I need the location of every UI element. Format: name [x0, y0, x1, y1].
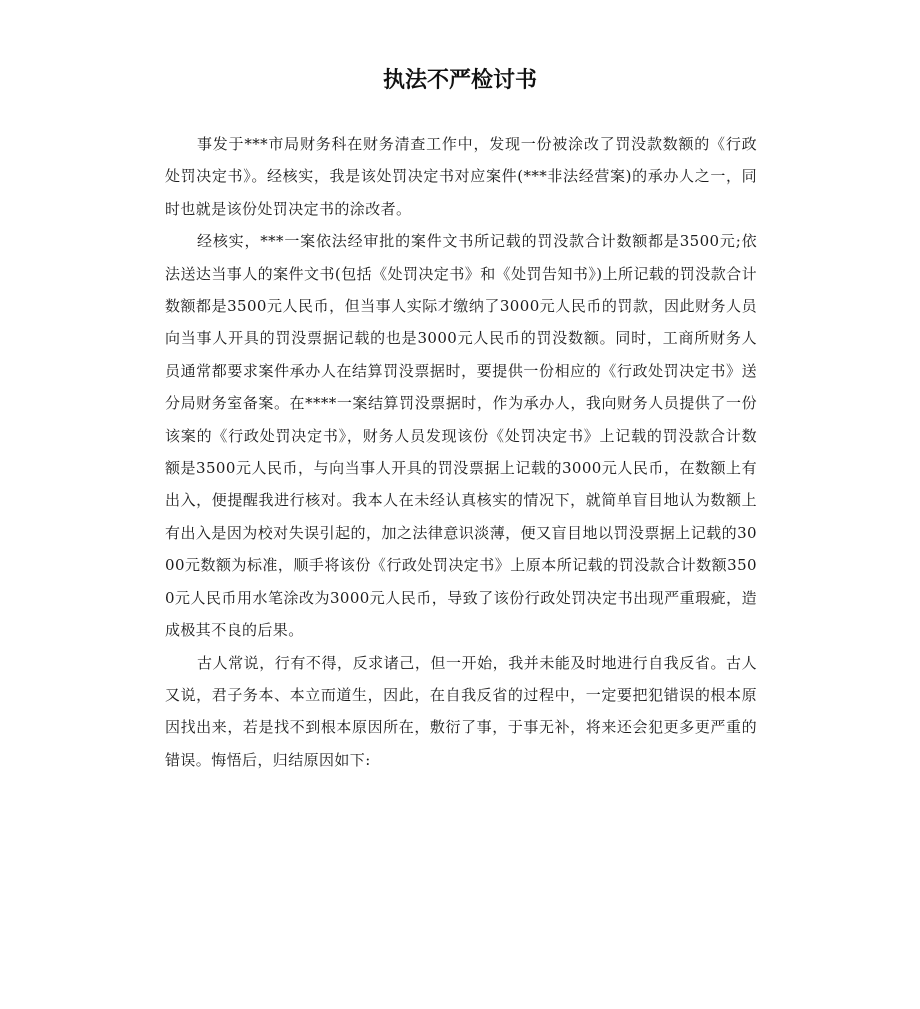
document-body	[165, 128, 757, 776]
paragraph-incident: 事发于***市局财务科在财务清查工作中，发现一份被涂改了罚没款数额的《行政处罚决定书》。经核实，我是该处罚决定书对应案件(***非法经营案)的承办人之一，同时也就是该份处罚决定书的涂改者。	[165, 135, 757, 218]
paragraph-verification: 经核实，***一案依法经审批的案件文书所记载的罚没款合计数额都是3500元;依法送达当事人的案件文书(包括《处罚决定书》和《处罚告知书》)上所记载的罚没款合计数额都是3500元人民币，但当事人实际才缴纳了3000元人民币的罚款，因此财务人员向当事人开具的罚没票据记载的也是3000元人民币的罚没数额。同时，工商所财务人员通常都要求案件承办人在结算罚没票据时，要提供一份相应的《行政处罚决定书》送分局财务室备案。在****一案结算罚没票据时，作为承办人，我向财务人员提供了一份该案的《行政处罚决定书》，财务人员发现该份《处罚决定书》上记载的罚没款合计数额是3500元人民币，与向当事人开具的罚没票据上记载的3000元人民币，在数额上有出入，便提醒我进行核对。我本人在未经认真核实的情况下，就简单盲目地认为数额上有出入是因为校对失误引起的，加之法律意识淡薄，便又盲目地以罚没票据上记载的3000元数额为标准，顺手将该份《行政处罚决定书》上原本所记载的罚没款合计数额3500元人民币用水笔涂改为3000元人民币，导致了该份行政处罚决定书出现严重瑕疵，造成极其不良的后果。	[165, 232, 757, 640]
document-title: 执法不严检讨书	[382, 68, 537, 93]
paragraph-reflection: 古人常说，行有不得，反求诸己，但一开始，我并未能及时地进行自我反省。古人又说，君子务本、本立而道生，因此，在自我反省的过程中，一定要把犯错误的根本原因找出来，若是找不到根本原因所在，敷衍了事，于事无补，将来还会犯更多更严重的错误。悔悟后，归结原因如下:	[165, 653, 757, 769]
